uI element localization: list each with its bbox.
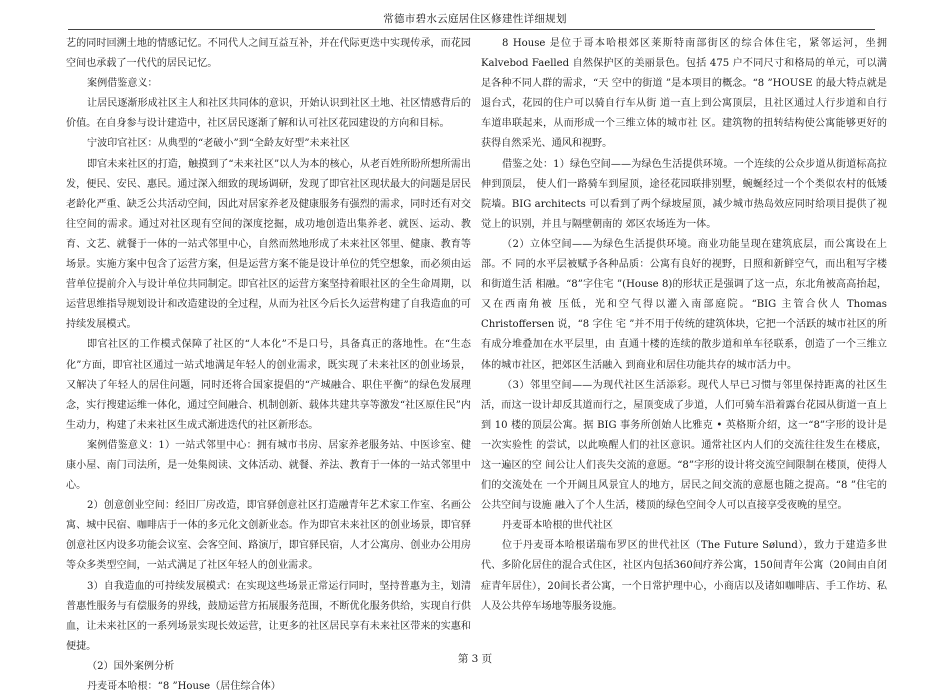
left-text-column — [66, 34, 471, 697]
paragraph: 让居民逐渐形成社区主人和社区共同体的意识，开始认识到社区土地、社区情感背后的价值。在自身参与设计建造中，社区居民逐渐了解和认可社区花园建设的方向和目标。 — [66, 98, 471, 130]
page-header-title: 常德市碧水云庭居住区修建性详细规划 — [383, 13, 567, 25]
section-heading: 案例借鉴意义： — [87, 78, 158, 90]
paragraph: 8 House 是位于哥本哈根郊区莱斯特南部街区的综合体住宅，紧邻运河，坐拥Kalvebod Faelled 自然保护区的美丽景色。包括 475 户不同尺寸和格局的单元，可以满足各种不同人群的需求，“天 空中的街道 ”是本项目的概念。“8 ”HOUSE 的最大特点就是退台式，花园的住户可以骑自行车从街 道一直上到公寓顶层，且社区通过人行步道和自行车道串联起来，从而形成一个三维立体的城市社 区。建筑物的扭转结构使公寓能够更好的获得自然采光、通风和视野。 — [481, 38, 887, 150]
paragraph: （3）邻里空间——为现代社区生活添彩。现代人早已习惯与邻里保持距离的社区生活，而这一设计却反其道而行之，屋顶变成了步道，人们可骑车沿着露台花园从街道一直上到 10 楼的顶层公寓。据 BIG 事务所创始人比雅克 • 英格斯介绍，这一“8”字形的设计是一次实验性 的尝试，以此唤醒人们的社区意识。通常社区内人们的交流往往发生在楼底，这一遍区的空 间公让人们丧失交流的意愿。“8”字形的设计将交流空间限制在楼顶，使得人们的交流处在 一个开阔且风景宜人的地方，居民之间交流的意愿也随之提高。“8 ”住宅的公共空间与设施 融入了个人生活，楼顶的绿色空间令人可以直接享受夜晚的星空。 — [481, 379, 887, 512]
paragraph: 3）自我造血的可持续发展模式：在实现这些场景正常运行同时，坚持普惠为主，划清普惠性服务与有偿服务的界线，鼓励运营方拓展服务范围，不断优化服务供给，实现自行供血，让未来社区的一系列场景实现长效运营，让更多的社区居民享有未来社区带来的实惠和便捷。 — [66, 580, 471, 652]
header-divider — [68, 29, 875, 30]
section-heading: （2）国外案例分析 — [87, 660, 175, 672]
paragraph: 即官社区的工作模式保障了社区的“人本化”不是口号，具备真正的落地性。在“生态化”方面，即官社区通过一站式地满足年轻人的创业需求，既实现了未来社区的创业场景，又解决了年轻人的居住问题，同时还将合国家提倡的“产城融合、职住平衡”的绿色发展理念，实行搜建运维一体化，通过空间融合、机制创新、载体共建共享等激发“社区原住民”内生动力，构建了未来社区生成式渐进迭代的社区新形态。 — [66, 339, 471, 431]
page-number: 第 3 页 — [457, 653, 493, 665]
paragraph: 即官未来社区的打造，触摸到了“未来社区”以人为本的核心，从老百姓所盼所想所需出发，便民、安民、惠民。通过深入细致的现场调研，发现了即官社区现状最大的问题是居民老龄化严重、缺乏公共活动空间，因此对居家养老及健康服务有强烈的需求，同时还有对交往空间的需求。通过对社区现有空间的深度挖掘，成功地创造出集养老、就医、运动、教育、文艺、就餐于一体的一站式邻里中心，自然而然地形成了未来社区邻里、健康、教育等场景。实施方案中包含了运营方案，但是运营方案不能是设计单位的凭空想象，而必须由运营单位提前介入与设计单位共同制定。即官社区的运营方案坚持着眼社区的全生命周期，以运营思维指导规划设计和改造建设的全过程，从而为社区今后长久运营构建了自我造血的可持续发展模式。 — [66, 158, 471, 331]
paragraph: 位于丹麦哥本哈根诺瑞布罗区的世代社区（The Future Sølund），致力于建造多世代、多阶化居住的混合式住区，社区内包括360间疗养公寓，150间青年公寓（20间由自闭症青年居住），20间长者公寓，一个日常护理中心，小商店以及诸如咖啡店、手工作坊、私人及公共停车场地等服务设施。 — [481, 540, 887, 612]
paragraph: 艺的同时回溯土地的情感记忆。不同代人之间互益互补，并在代际更迭中实现传承，而花园空间也承载了一代代的居民记忆。 — [66, 38, 471, 70]
right-text-column — [481, 34, 887, 617]
section-heading: 丹麦哥本哈根：“8 ”House（居住综合体） — [87, 681, 281, 692]
section-heading: 宁波印官社区：从典型的“老破小”到“全龄友好型”未来社区 — [87, 138, 350, 150]
paragraph: （2）立体空间——为绿色生活提供环境。商业功能呈现在建筑底层，而公寓设在上部。不 同的水平层被赋予各种品质：公寓有良好的视野，日照和新鲜空气，而出租写字楼和街道生活 相融。“8”字住宅 ”(House 8)的形状正是强调了这一点，东北角被高高抬起，又在西南角被 压低，光和空气得以灌入南部庭院。“BIG 主管合伙人 Thomas Christoffersen 说，“8 字住 宅 ”并不用于传统的建筑体块，它把一个活跃的城市社区的所有成分堆叠加在水平层里，由 直通十楼的连续的散步道和单车径联系，创造了一个三维立体的城市社区，把郊区生活融入 到商业和居住功能共存的城市活力中。 — [481, 238, 887, 371]
paragraph: 2）创意创业空间：经旧厂房改造，即官驿创意社区打造融青年艺术家工作室、名画公寓、城中民宿、咖啡店于一体的多元化文创新业态。作为即官未来社区的创业场景，即官驿创意社区内设多功能会议室、会客空间、路演厅，即官驿民宿，人才公寓房、创业办公用房等众多类型空间，一站式满足了社区年轻人的创业需求。 — [66, 500, 471, 572]
paragraph: 借鉴之处：1）绿色空间——为绿色生活提供环境。一个连续的公众步道从街道标高拉伸到顶层， 使人们一路骑车到屋顶，途径花园联排别墅，蜿蜒经过一个个类似农村的低矮院墙。BIG architects 可以看到了两个绿坡屋顶，减少城市热岛效应同时给项目提供了视觉上的识别，并且与隔壁朝南的 郊区农场连为一体。 — [481, 158, 887, 230]
paragraph: 案例借鉴意义：1）一站式邻里中心：拥有城市书房、居家养老服务站、中医诊室、健康小屋、南门司法所，是一处集阅读、文体活动、就餐、养法、教育于一体的一站式邻里中心。 — [66, 439, 471, 492]
section-heading: 丹麦哥本哈根的世代社区 — [502, 520, 614, 532]
